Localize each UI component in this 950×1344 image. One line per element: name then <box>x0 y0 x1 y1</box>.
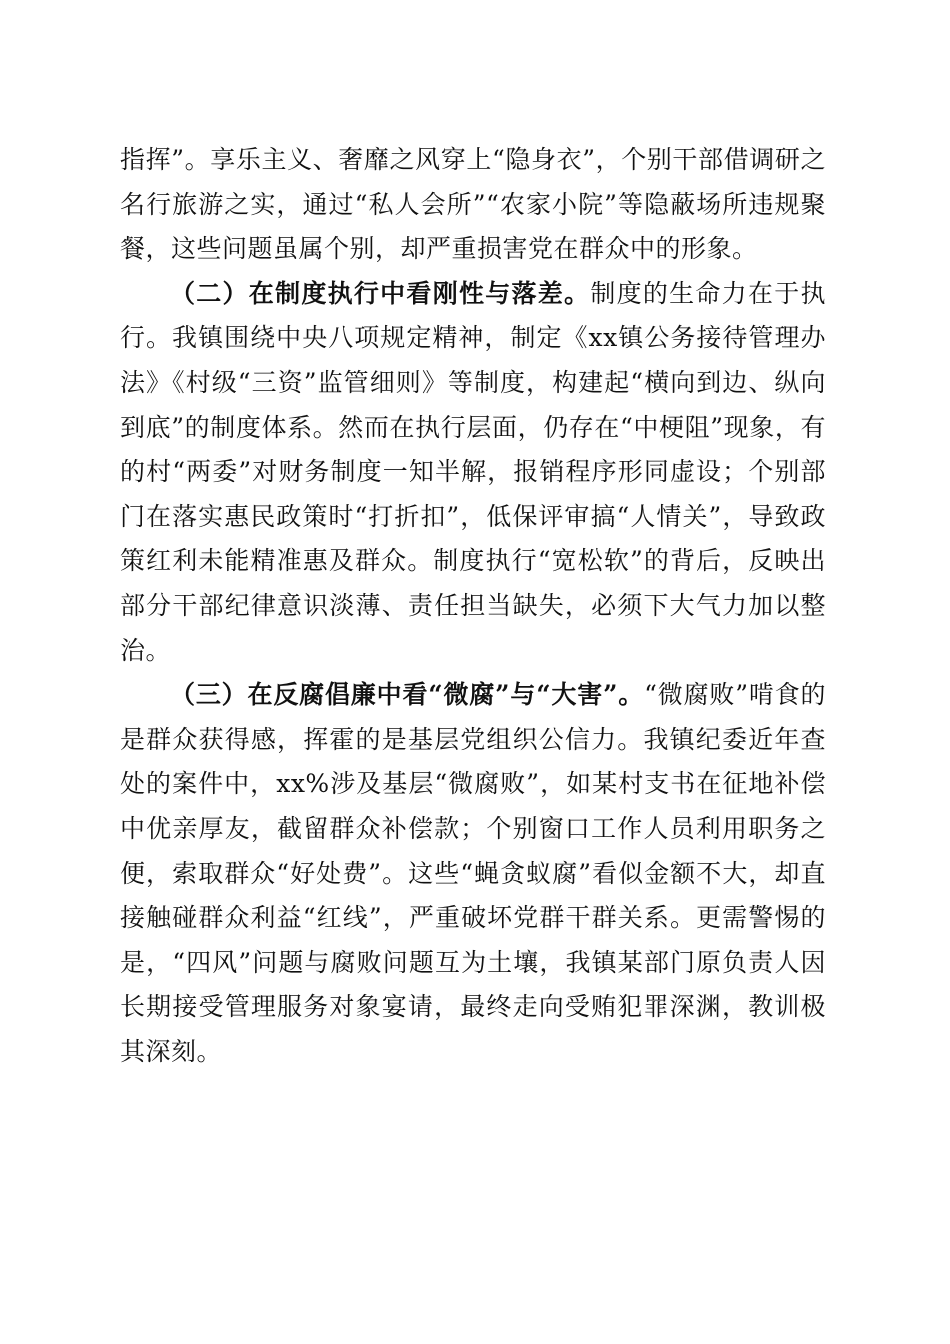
paragraph-text: 制度的生命力在于执行。我镇围绕中央八项规定精神，制定《xx镇公务接待管理办法》《村级“三资”监管细则》等制度，构建起“横向到边、纵向到底”的制度体系。然而在执行层面，仍存在“中梗阻”现象，有的村“两委”对财务制度一知半解，报销程序形同虚设；个别部门在落实惠民政策时“打折扣”，低保评审搞“人情关”，导致政策红利未能精准惠及群众。制度执行“宽松软”的背后，反映出部分干部纪律意识淡薄、责任担当缺失，必须下大气力加以整治。 <box>120 278 826 665</box>
paragraph-continuation <box>120 138 826 272</box>
section-heading: （三）在反腐倡廉中看“微腐”与“大害”。 <box>170 680 645 710</box>
paragraph-text: 指挥”。享乐主义、奢靡之风穿上“隐身衣”，个别干部借调研之名行旅游之实，通过“私人会所”“农家小院”等隐蔽场所违规聚餐，这些问题虽属个别，却严重损害党在群众中的形象。 <box>120 145 826 264</box>
paragraph-section-3 <box>120 673 826 1074</box>
paragraph-text: “微腐败”啃食的是群众获得感，挥霍的是基层党组织公信力。我镇纪委近年查处的案件中，xx%涉及基层“微腐败”，如某村支书在征地补偿中优亲厚友，截留群众补偿款；个别窗口工作人员利用职务之便，索取群众“好处费”。这些“蝇贪蚁腐”看似金额不大，却直接触碰群众利益“红线”，严重破坏党群干群关系。更需警惕的是，“四风”问题与腐败问题互为土壤，我镇某部门原负责人因长期接受管理服务对象宴请，最终走向受贿犯罪深渊，教训极其深刻。 <box>120 680 826 1066</box>
document-page <box>120 138 826 1074</box>
section-heading: （二）在制度执行中看刚性与落差。 <box>170 278 591 308</box>
paragraph-section-2 <box>120 272 826 673</box>
